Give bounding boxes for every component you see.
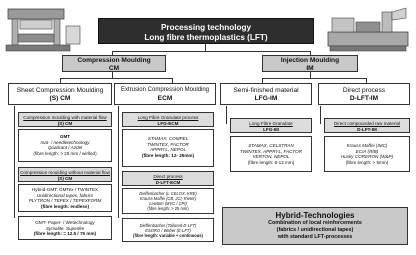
d-lft-im-line-1: Krauss Maffei (IMC) — [346, 143, 388, 148]
scm-noflow-body — [18, 184, 112, 212]
scm-flow-abbr: (S) CM — [57, 120, 73, 126]
lfg-ecm-title: Long Fibre Granulate process — [137, 115, 199, 120]
lfg-im-line-3: VERTON, NEPOL — [252, 154, 290, 160]
lfg-ecm-body — [122, 129, 214, 167]
lfg-im-line-1: STAMAX, CELSTRAN — [248, 143, 294, 148]
scm-paper-line-1: GMT- Paper- / Wetechnology — [35, 220, 95, 225]
title-line-2: Long fibre thermoplastics (LFT) — [144, 32, 268, 42]
lfg-ecm-line-4: (fibre length: 12- 25mm) — [141, 152, 195, 158]
scm-flow-title: Compression moulding with material flow — [23, 115, 107, 120]
lfg-im-body — [230, 136, 312, 172]
scm-flow-line-3: Quadrant / Azdel — [47, 145, 83, 151]
scm-noflow-line-1: Hybrid-GMT: GMTex / TWINTEX — [31, 187, 99, 192]
hybrid-line-2: (fabrics / unidirectional tapes) — [276, 227, 354, 233]
compression-moulding-box — [62, 55, 166, 72]
lfg-ecm-line-2: TWINTEX, FACTOR — [147, 141, 189, 147]
scm-noflow-header — [18, 167, 112, 182]
d-lft-ecm-line-3: Lewtom (MVC / CPI) — [149, 201, 187, 206]
extrusion-abbr: ECM — [157, 94, 173, 102]
press-machine-icon — [4, 6, 84, 54]
injection-abbr: IM — [306, 64, 314, 72]
title-line-1: Processing technology — [160, 23, 252, 32]
scm-flow-line-4: (fibre length: > 25 mm / wirlled) — [33, 150, 97, 156]
d-lft-ecm-line-2: Krauss Maffei (CB, JCI, Rieter) — [139, 196, 197, 201]
scm-noflow-abbr: (S) CM — [57, 175, 73, 181]
d-lft-ecm-title: Direct process — [153, 174, 183, 179]
scm-flow-header — [18, 112, 112, 127]
scm-noflow-line-3: PLYTRON / TEPEX / TEPEXFORM — [28, 198, 102, 204]
scm-noflow-line-4: (fibre length: endless) — [41, 203, 89, 209]
hybrid-line-1: Combination of local reinforcements — [268, 220, 362, 227]
sheet-title: Sheet Compression Moulding — [16, 87, 104, 94]
d-lft-ecm-abbr: D-LFT-ECM — [155, 179, 181, 185]
injection-machine-icon — [326, 6, 412, 54]
direct-im-title: Direct process — [342, 87, 386, 94]
extrusion-title: Extrusion Compression Moulding — [120, 87, 210, 93]
d-lft-im-body — [324, 136, 410, 172]
d-lft-im-line-3: Husky CORERON (W&P) — [340, 154, 394, 160]
sheet-compression-box — [8, 83, 112, 105]
lfg-ecm-header — [122, 112, 214, 127]
d-lft-ecm-header — [122, 171, 214, 186]
d-lft-im-line-2: ECIA (R/B) — [355, 148, 379, 154]
scm-paper-line-2: Symalite, Superlite — [45, 225, 85, 231]
sheet-abbr: (S) CM — [49, 94, 71, 102]
lfg-im-abbr: LFG-IM — [263, 126, 279, 132]
d-lft-ecm-line-4: (fibre length: > 25 mm) — [147, 206, 189, 211]
d-lft-ecm-line-1: Dieffenbacher (L-CELOX, KRE) — [139, 191, 197, 196]
d-lft-im-header — [324, 118, 410, 133]
lfg-ecm-line-1: STAMAX, COMPEL — [147, 136, 189, 141]
tailored-line-1: Dieffenbacher (Tailored-D-LFT) — [139, 223, 197, 228]
lfg-ecm-line-3: APPRYL, NEPOL — [149, 147, 187, 153]
scm-flow-body — [18, 129, 112, 162]
lfg-ecm-abbr: LFG-ECM — [157, 120, 179, 126]
compression-abbr: CM — [108, 64, 120, 72]
extrusion-compression-box — [114, 83, 216, 105]
hybrid-title: Hybrid-Technologies — [275, 211, 355, 220]
hybrid-line-3: with standard LFT-processes — [277, 233, 353, 240]
injection-title: Injection Moulding — [280, 57, 340, 64]
tailored-line-2: ESORO / Weber (E-LFT) — [145, 228, 191, 233]
semi-finished-box — [220, 83, 312, 105]
semi-abbr: LFG-IM — [254, 94, 278, 102]
scm-flow-line-2: mat- / needletechnology — [40, 139, 90, 145]
tailored-lft-body — [122, 218, 214, 242]
direct-process-im-box — [318, 83, 410, 105]
direct-im-abbr: D-LFT-IM — [349, 94, 379, 102]
scm-paper-line-3: (fibre length: = 12.5 / 75 mm) — [33, 231, 97, 237]
scm-flow-line-1: GMT — [59, 134, 71, 139]
d-lft-im-abbr: D-LFT-IM — [357, 126, 377, 132]
lfg-im-header — [230, 118, 312, 133]
d-lft-im-title: Direct compounded raw material — [333, 121, 401, 126]
semi-title: Semi-finished material — [233, 87, 299, 94]
d-lft-im-line-4: (fibre length: > 5mm) — [345, 159, 389, 165]
compression-title: Compression Moulding — [77, 57, 151, 64]
title-box — [98, 18, 314, 44]
tailored-line-3: (fibre length: variable + continuous) — [133, 233, 203, 238]
scm-noflow-line-2: Unidirectional tapes, fabrics — [36, 192, 94, 198]
scm-noflow-title: Compression moulding without material flow — [20, 170, 110, 175]
lfg-im-line-4: (fibre length: 6-12 mm) — [247, 159, 295, 165]
lfg-im-title: Long Fibre Granulate — [249, 121, 293, 126]
lfg-im-line-2: TWINTEX, APPRYL, FACTOR — [239, 148, 303, 154]
scm-paper-body — [18, 216, 112, 240]
d-lft-ecm-body — [122, 188, 214, 214]
injection-moulding-box — [262, 55, 358, 72]
hybrid-technologies-box — [222, 207, 408, 245]
